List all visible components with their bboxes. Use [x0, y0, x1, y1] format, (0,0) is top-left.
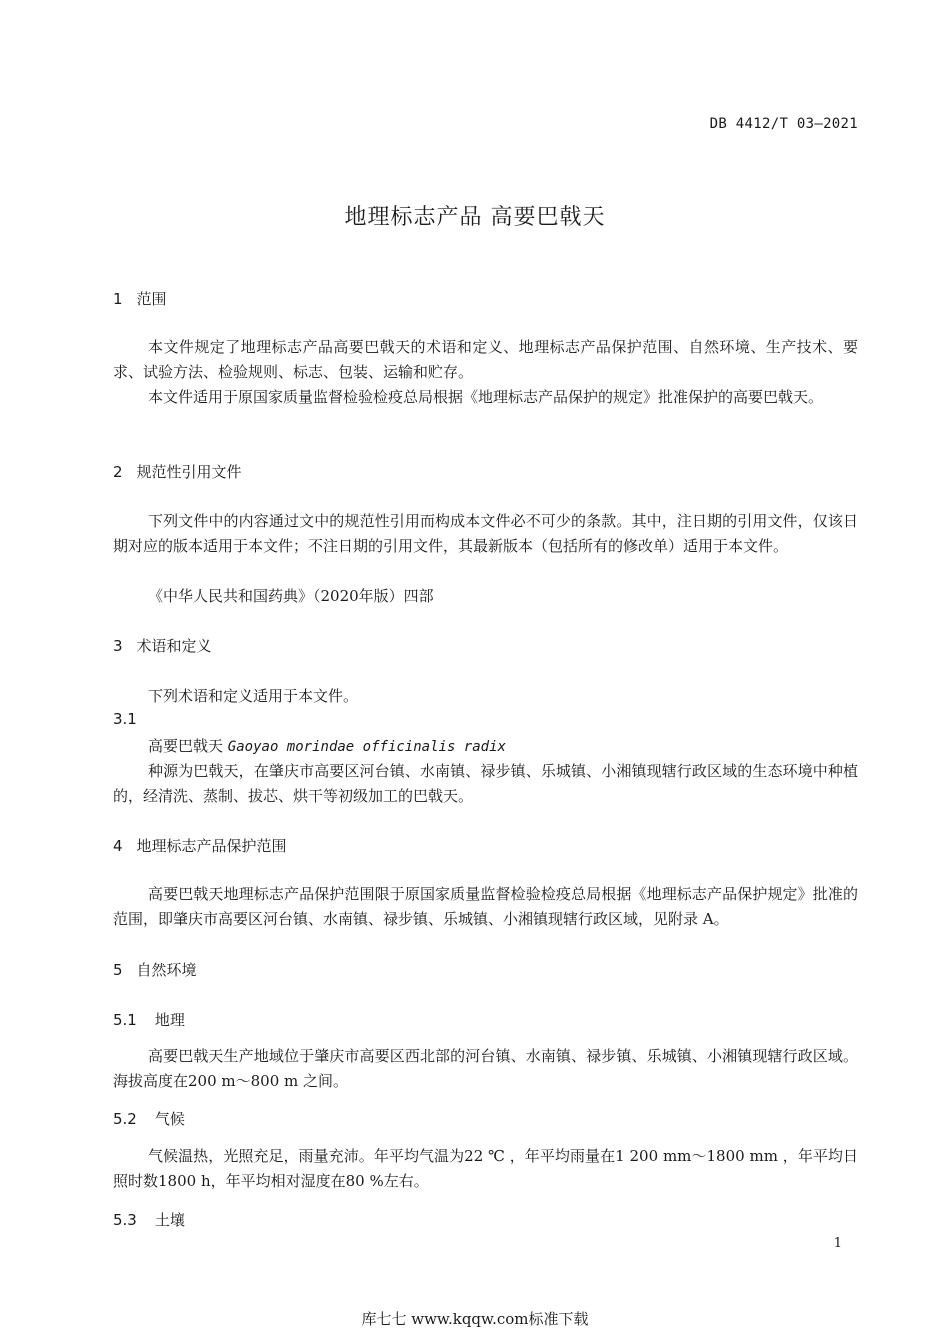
section-title: 气候 — [154, 1110, 185, 1128]
section-5-2-heading — [113, 1108, 185, 1129]
section-number: 3 — [113, 637, 123, 655]
section-number: 5.1 — [113, 1011, 137, 1029]
paragraph: 本文件规定了地理标志产品高要巴戟天的术语和定义、地理标志产品保护范围、自然环境、生产技术、要求、试验方法、检验规则、标志、包装、运输和贮存。 — [113, 338, 858, 381]
paragraph: 下列术语和定义适用于本文件。 — [148, 687, 359, 705]
document-code: DB 4412/T 03—2021 — [709, 116, 858, 132]
section-title: 术语和定义 — [136, 637, 212, 655]
paragraph: 高要巴戟天地理标志产品保护范围限于原国家质量监督检验检疫总局根据《地理标志产品保护规定》批准的范围，即肇庆市高要区河台镇、水南镇、禄步镇、乐城镇、小湘镇现辖行政区域，见附录 A。 — [113, 885, 858, 928]
section-number: 1 — [113, 290, 123, 308]
section-title: 范围 — [136, 290, 167, 308]
section-3-heading — [113, 635, 212, 656]
paragraph: 本文件适用于原国家质量监督检验检疫总局根据《地理标志产品保护的规定》批准保护的高要巴戟天。 — [148, 388, 824, 406]
term-entry — [148, 735, 506, 756]
section-1-heading — [113, 288, 167, 309]
paragraph: 下列文件中的内容通过文中的规范性引用而构成本文件必不可少的条款。其中，注日期的引用文件，仅该日期对应的版本适用于本文件；不注日期的引用文件，其最新版本（包括所有的修改单）适用于本文件。 — [113, 512, 858, 555]
section-title: 规范性引用文件 — [136, 463, 242, 481]
footer-watermark: 库七七 www.kqqw.com标准下载 — [361, 1310, 589, 1328]
reference-item: 《中华人民共和国药典》（2020年版）四部 — [148, 587, 434, 605]
paragraph: 气候温热，光照充足，雨量充沛。年平均气温为22 ℃ ，年平均雨量在1 200 mm～1800 mm ，年平均日照时数1800 h，年平均相对湿度在80 %左右。 — [113, 1147, 858, 1190]
term-english: Gaoyao morindae officinalis radix — [227, 739, 506, 755]
section-title: 地理 — [154, 1011, 185, 1029]
section-title: 自然环境 — [136, 961, 197, 979]
section-5-3-heading — [113, 1209, 185, 1230]
section-4-heading — [113, 835, 287, 856]
term-chinese: 高要巴戟天 — [148, 737, 224, 755]
section-number: 5 — [113, 961, 123, 979]
section-number: 5.3 — [113, 1211, 137, 1229]
section-title: 土壤 — [154, 1211, 185, 1229]
section-title: 地理标志产品保护范围 — [136, 837, 287, 855]
section-5-1-heading — [113, 1009, 185, 1030]
section-3-1-number: 3.1 — [113, 710, 137, 728]
section-number: 2 — [113, 463, 123, 481]
section-5-heading — [113, 959, 197, 980]
paragraph: 高要巴戟天生产地域位于肇庆市高要区西北部的河台镇、水南镇、禄步镇、乐城镇、小湘镇现辖行政区域。海拔高度在200 m～800 m 之间。 — [113, 1047, 858, 1090]
page-title: 地理标志产品 高要巴戟天 — [344, 205, 606, 230]
page-number: 1 — [833, 1236, 842, 1251]
section-2-heading — [113, 461, 242, 482]
section-number: 4 — [113, 837, 123, 855]
term-definition: 种源为巴戟天，在肇庆市高要区河台镇、水南镇、禄步镇、乐城镇、小湘镇现辖行政区域的生态环境中种植的，经清洗、蒸制、拔芯、烘干等初级加工的巴戟天。 — [113, 762, 858, 805]
section-number: 5.2 — [113, 1110, 137, 1128]
